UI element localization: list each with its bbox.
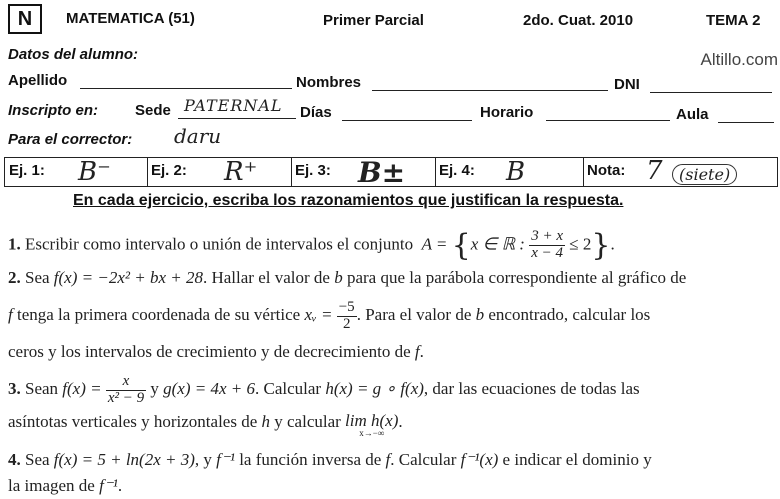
text: , dar las ecuaciones de todas las bbox=[423, 379, 640, 399]
text: tenga la primera coordenada de su vértice bbox=[16, 305, 301, 325]
sede-label: Sede bbox=[135, 102, 171, 119]
horario-line[interactable] bbox=[546, 120, 670, 121]
exercise-number: 3. bbox=[8, 379, 21, 399]
exercise-4-line-1 bbox=[8, 450, 652, 470]
limit-expression: lim h(x) x→−∞ bbox=[345, 411, 399, 438]
grade-value-nota: 7 bbox=[646, 156, 663, 186]
student-section-title: Datos del alumno: bbox=[8, 46, 139, 63]
grade-label: Ej. 1: bbox=[9, 162, 45, 179]
text: ceros y los intervalos de crecimiento y de decrecimiento de bbox=[8, 342, 411, 361]
text: y bbox=[150, 379, 159, 399]
apellido-label: Apellido bbox=[8, 72, 68, 89]
function-f: f(x) = 5 + ln(2x + 3) bbox=[53, 450, 195, 469]
function-h: h(x) = g ∘ f(x) bbox=[325, 379, 424, 399]
set-fraction: $\frac{3 + x}{x - 4}$ bbox=[531, 228, 563, 261]
inscripto-label: Inscripto en: bbox=[8, 102, 99, 119]
f-fraction: $\frac{x}{\text{x² − 9}}$ bbox=[107, 373, 145, 406]
nombres-label: Nombres bbox=[296, 74, 362, 91]
variable-f: f bbox=[8, 305, 13, 325]
f-lhs: f(x) = bbox=[62, 379, 102, 399]
text: asíntotas verticales y horizontales de bbox=[8, 412, 258, 431]
text: . Hallar el valor de bbox=[202, 268, 330, 287]
text: e indicar el dominio y bbox=[502, 450, 652, 469]
exercise-1: 1. Escribir como intervalo o unión de intervalos el conjunto A = {x ∈ ℝ : $\frac{3 + x}{x - 4}$ ≤ 2}. bbox=[8, 228, 615, 263]
text: Sean bbox=[25, 379, 59, 399]
text: . Calcular bbox=[255, 379, 322, 399]
grade-label: Nota: bbox=[587, 162, 626, 179]
horario-label: Horario bbox=[480, 104, 534, 121]
text: la función inversa de bbox=[239, 450, 382, 469]
instruction-banner: En cada ejercicio, escriba los razonamientos que justifican la respuesta. bbox=[73, 192, 624, 209]
grade-label: Ej. 4: bbox=[439, 162, 475, 179]
exercise-2-line-3 bbox=[8, 342, 424, 362]
exercise-3-line-1 bbox=[8, 374, 640, 407]
text: . bbox=[117, 476, 123, 495]
grade-value-ej2: R⁺ bbox=[224, 157, 258, 187]
corrector-signature: daru bbox=[174, 124, 222, 148]
grade-cell-ej1[interactable] bbox=[5, 158, 148, 186]
text: , y bbox=[194, 450, 212, 469]
exercise-number: 2. bbox=[8, 268, 21, 287]
grade-value-ej1: B⁻ bbox=[78, 157, 111, 187]
exam-title: Primer Parcial bbox=[323, 12, 424, 29]
nota-in-words: (siete) bbox=[672, 164, 737, 185]
text: . Para el valor de bbox=[356, 305, 472, 325]
variable-b: b bbox=[334, 268, 343, 287]
exercise-2-line-1 bbox=[8, 268, 686, 288]
variable-h: h bbox=[261, 412, 270, 431]
term-label: 2do. Cuat. 2010 bbox=[523, 12, 634, 29]
set-lhs: A = bbox=[421, 234, 448, 254]
grade-label: Ej. 2: bbox=[151, 162, 187, 179]
apellido-line[interactable] bbox=[80, 88, 292, 89]
grade-value-ej3: B± bbox=[358, 156, 406, 189]
aula-line[interactable] bbox=[718, 122, 774, 123]
f-inverse: f⁻¹ bbox=[216, 450, 235, 469]
variable-f: f bbox=[385, 450, 391, 469]
function-f: f(x) = −2x² + bx + 28 bbox=[53, 268, 203, 287]
function-g: g(x) = 4x + 6 bbox=[163, 379, 255, 399]
text: Sea bbox=[25, 450, 50, 469]
text: . bbox=[419, 342, 424, 361]
course-title: MATEMATICA (51) bbox=[66, 10, 195, 27]
text: . Calcular bbox=[390, 450, 457, 469]
dni-line[interactable] bbox=[650, 92, 772, 93]
set-inequality: ≤ 2 bbox=[569, 234, 592, 254]
dias-label: Días bbox=[300, 104, 332, 121]
text: encontrado, calcular los bbox=[488, 305, 651, 325]
vertex-lhs: xᵥ = bbox=[304, 305, 333, 325]
grade-cell-ej2[interactable] bbox=[147, 158, 292, 186]
f-inverse: f⁻¹ bbox=[99, 476, 118, 495]
text: para que la parábola correspondiente al gráfico de bbox=[346, 268, 687, 287]
aula-label: Aula bbox=[676, 106, 709, 123]
exercise-number: 4. bbox=[8, 450, 21, 469]
exercise-number: 1. bbox=[8, 234, 21, 254]
grade-value-ej4: B bbox=[506, 157, 526, 187]
tema-label: TEMA 2 bbox=[706, 12, 761, 29]
right-brace: } bbox=[591, 228, 611, 263]
sede-handwritten: PATERNAL bbox=[184, 96, 283, 115]
text: Sea bbox=[25, 268, 50, 287]
text: . bbox=[398, 412, 403, 431]
set-condition: x ∈ ℝ : bbox=[470, 234, 525, 254]
watermark: Altillo.com bbox=[700, 50, 778, 69]
grade-label: Ej. 3: bbox=[295, 162, 331, 179]
variable-f: f bbox=[414, 342, 420, 361]
nombres-line[interactable] bbox=[372, 90, 608, 91]
vertex-fraction: $\frac{-5}{2}$ bbox=[338, 299, 355, 332]
exercise-text: Escribir como intervalo o unión de intervalos el conjunto bbox=[25, 234, 414, 254]
sede-line[interactable] bbox=[178, 118, 296, 119]
exercise-2-line-2 bbox=[8, 300, 650, 333]
text: y calcular bbox=[274, 412, 341, 431]
left-brace: { bbox=[451, 228, 471, 263]
f-inverse-x: f⁻¹(x) bbox=[460, 450, 499, 469]
corrector-label: Para el corrector: bbox=[8, 131, 133, 148]
exercise-3-line-2 bbox=[8, 412, 403, 438]
variable-b: b bbox=[475, 305, 485, 325]
tema-letter-box: N bbox=[8, 4, 42, 34]
exercise-4-line-2 bbox=[8, 476, 122, 496]
text: la imagen de bbox=[8, 476, 95, 495]
dias-line[interactable] bbox=[342, 120, 472, 121]
dni-label: DNI bbox=[614, 76, 640, 93]
